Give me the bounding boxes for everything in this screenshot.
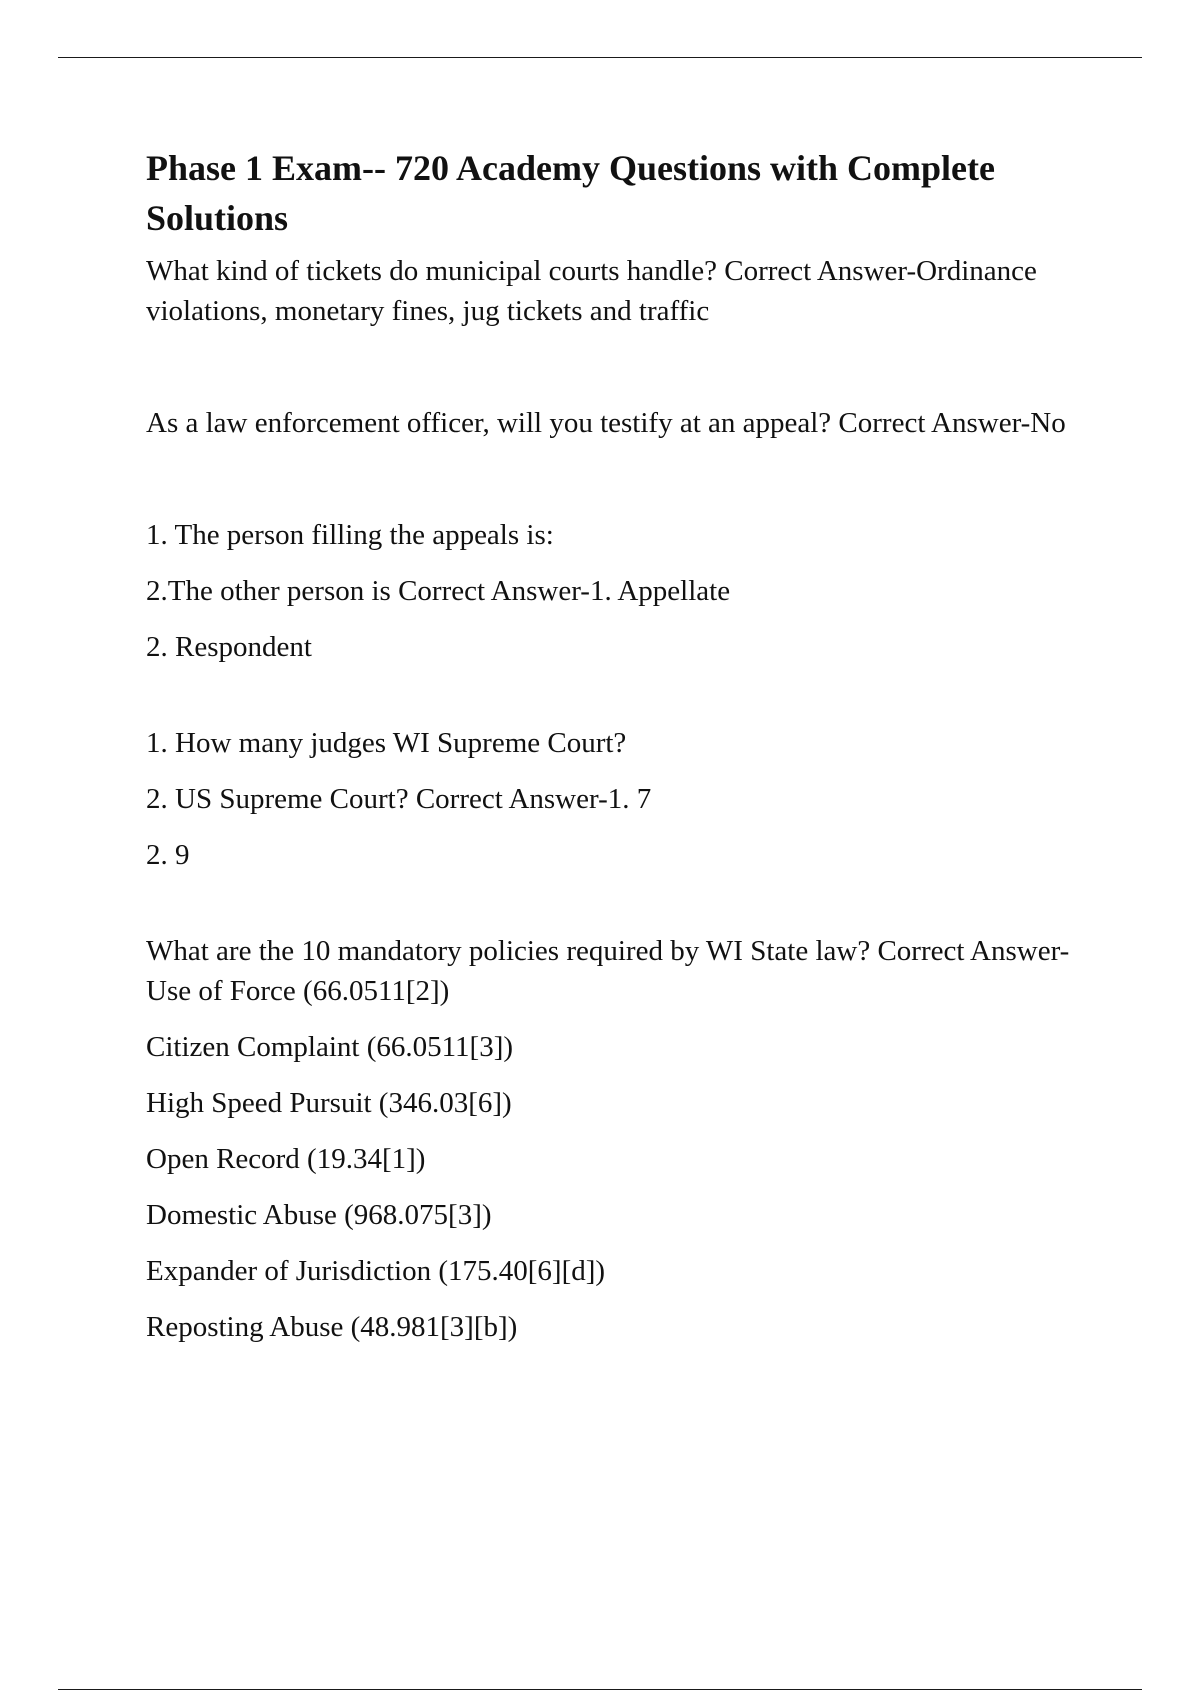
section-gap bbox=[146, 891, 1086, 931]
qa-line: 2.The other person is Correct Answer-1. Appellate bbox=[146, 575, 731, 607]
qa-line: 1. The person filling the appeals is: bbox=[146, 519, 554, 551]
top-rule bbox=[58, 57, 1142, 58]
qa-line: Reposting Abuse (48.981[3][b]) bbox=[146, 1311, 518, 1343]
qa-line: 2. 9 bbox=[146, 839, 190, 871]
qa-line: 1. How many judges WI Supreme Court? bbox=[146, 727, 627, 759]
qa-line: Open Record (19.34[1]) bbox=[146, 1143, 426, 1175]
qa-line: 2. US Supreme Court? Correct Answer-1. 7 bbox=[146, 783, 652, 815]
qa-line: Citizen Complaint (66.0511[3]) bbox=[146, 1031, 514, 1063]
qa-block-appeals-parties bbox=[146, 515, 1086, 667]
qa-block-supreme-court-judges bbox=[146, 723, 1086, 875]
section-gap bbox=[146, 683, 1086, 723]
bottom-rule bbox=[58, 1689, 1142, 1690]
qa-line: 2. Respondent bbox=[146, 631, 312, 663]
qa-line: Expander of Jurisdiction (175.40[6][d]) bbox=[146, 1255, 606, 1287]
qa-line: What are the 10 mandatory policies required by WI State law? Correct Answer-Use of Force (66.0511[2]) bbox=[146, 935, 1070, 1007]
qa-block-mandatory-policies bbox=[146, 931, 1086, 1347]
qa-text: As a law enforcement officer, will you testify at an appeal? Correct Answer-No bbox=[146, 407, 1066, 439]
section-gap bbox=[146, 331, 1086, 403]
section-gap bbox=[146, 443, 1086, 515]
qa-line: High Speed Pursuit (346.03[6]) bbox=[146, 1087, 512, 1119]
document-body bbox=[146, 143, 1086, 1363]
qa-block-municipal-tickets bbox=[146, 251, 1086, 331]
qa-line: Domestic Abuse (968.075[3]) bbox=[146, 1199, 492, 1231]
qa-block-testify-appeal bbox=[146, 403, 1086, 443]
document-title: Phase 1 Exam-- 720 Academy Questions with Complete Solutions bbox=[146, 148, 995, 238]
qa-text: What kind of tickets do municipal courts handle? Correct Answer-Ordinance violations, monetary fines, jug tickets and traffic bbox=[146, 255, 1037, 327]
